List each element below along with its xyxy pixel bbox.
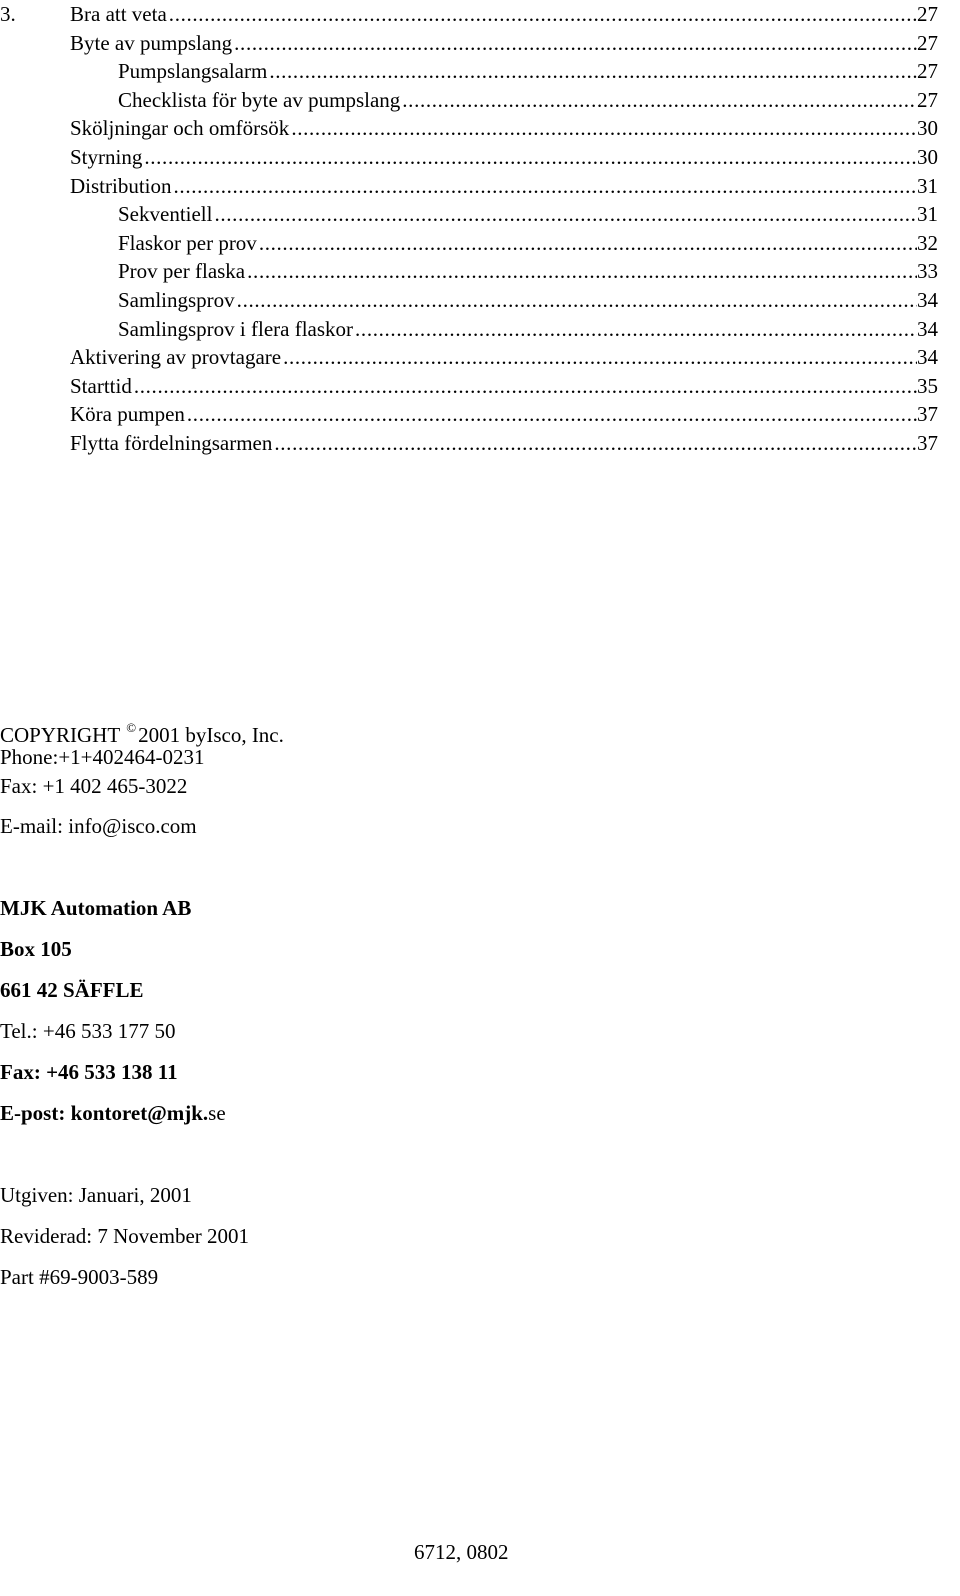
company-city: 661 42 SÄFFLE xyxy=(0,978,144,1002)
toc-entry xyxy=(70,114,938,142)
toc-entry xyxy=(118,229,938,257)
isco-phone: Phone:+1+402464-0231 xyxy=(0,745,205,769)
toc-entry-leader xyxy=(400,86,917,114)
toc-entry-page: 34 xyxy=(917,317,938,341)
toc-entry xyxy=(118,286,938,314)
toc-entry xyxy=(118,200,938,228)
toc-entry-page: 33 xyxy=(917,259,938,283)
toc-entry xyxy=(70,372,938,400)
toc-entry xyxy=(70,29,938,57)
toc-entry-title: Aktivering av provtagare xyxy=(70,345,282,369)
part-number: Part #69-9003-589 xyxy=(0,1265,159,1289)
company-tel: Tel.: +46 533 177 50 xyxy=(0,1019,176,1043)
toc-entry-title: Samlingsprov xyxy=(118,288,235,312)
toc-entry-leader xyxy=(235,286,917,314)
toc-entry-title: Distribution xyxy=(70,174,172,198)
toc-entry xyxy=(70,343,938,371)
toc-entry-title: Flaskor per prov xyxy=(118,231,257,255)
toc-entry-page: 37 xyxy=(917,431,938,455)
toc-entry-title: Bra att veta xyxy=(70,2,167,26)
copyright-symbol: © xyxy=(126,720,137,735)
toc-entry-title: Prov per flaska xyxy=(118,259,246,283)
toc-entry-page: 37 xyxy=(917,402,938,426)
toc-entry-leader xyxy=(272,429,917,457)
isco-email: E-mail: info@isco.com xyxy=(0,814,197,838)
toc-entry-leader xyxy=(245,257,917,285)
toc-entry-title: Sekventiell xyxy=(118,202,213,226)
toc-entry xyxy=(118,57,938,85)
toc-entry-leader xyxy=(353,315,917,343)
company-fax: Fax: +46 533 138 11 xyxy=(0,1060,178,1084)
toc-entry-leader xyxy=(281,343,917,371)
toc-section-number: 3. xyxy=(0,2,16,26)
company-name: MJK Automation AB xyxy=(0,896,192,920)
company-email-main: E-post: kontoret@mjk. xyxy=(0,1101,209,1125)
toc-entry-leader xyxy=(212,200,917,228)
toc-entry-leader xyxy=(232,29,917,57)
footer-code: 6712, 0802 xyxy=(414,1540,509,1564)
toc-entry-leader xyxy=(172,172,917,200)
toc-entry-page: 30 xyxy=(917,145,938,169)
toc-entry-page: 31 xyxy=(917,202,938,226)
toc-entry-leader xyxy=(132,372,917,400)
toc-entry-title: Checklista för byte av pumpslang xyxy=(118,88,401,112)
toc-entry-leader xyxy=(142,143,917,171)
toc-entry-leader xyxy=(257,229,917,257)
company-email xyxy=(0,1099,226,1127)
toc-entry-page: 27 xyxy=(917,31,938,55)
toc-entry-title: Köra pumpen xyxy=(70,402,185,426)
toc-entry-page: 27 xyxy=(917,59,938,83)
company-box: Box 105 xyxy=(0,937,72,961)
toc-entry-title: Flytta fördelningsarmen xyxy=(70,431,273,455)
toc-entry xyxy=(70,172,938,200)
copyright-prefix: COPYRIGHT xyxy=(0,723,121,747)
toc-entry-page: 32 xyxy=(917,231,938,255)
toc-entry-leader xyxy=(167,0,917,28)
revised-date: Reviderad: 7 November 2001 xyxy=(0,1224,250,1248)
toc-entry-page: 34 xyxy=(917,345,938,369)
toc-entry xyxy=(118,86,938,114)
toc-entry xyxy=(70,400,938,428)
toc-entry-leader xyxy=(267,57,917,85)
toc-entry-leader xyxy=(185,400,917,428)
toc-entry-title: Samlingsprov i flera flaskor xyxy=(118,317,354,341)
copyright-suffix: 2001 byIsco, Inc. xyxy=(138,723,284,747)
toc-entry-page: 27 xyxy=(917,88,938,112)
company-email-tail: se xyxy=(208,1101,226,1125)
toc-entry xyxy=(70,0,938,28)
toc-entry-title: Starttid xyxy=(70,374,132,398)
issued-date: Utgiven: Januari, 2001 xyxy=(0,1183,192,1207)
toc-entry xyxy=(70,143,938,171)
toc-entry-title: Sköljningar och omförsök xyxy=(70,116,290,140)
toc-entry xyxy=(118,257,938,285)
toc-entry xyxy=(118,315,938,343)
toc-entry-title: Styrning xyxy=(70,145,143,169)
toc-entry-leader xyxy=(289,114,917,142)
isco-fax: Fax: +1 402 465-3022 xyxy=(0,774,188,798)
toc-entry-title: Pumpslangsalarm xyxy=(118,59,268,83)
toc-entry-page: 27 xyxy=(917,2,938,26)
toc-entry-page: 34 xyxy=(917,288,938,312)
toc-entry-page: 35 xyxy=(917,374,938,398)
toc-entry-page: 30 xyxy=(917,116,938,140)
toc-entry-title: Byte av pumpslang xyxy=(70,31,233,55)
toc-entry-page: 31 xyxy=(917,174,938,198)
toc-entry xyxy=(70,429,938,457)
